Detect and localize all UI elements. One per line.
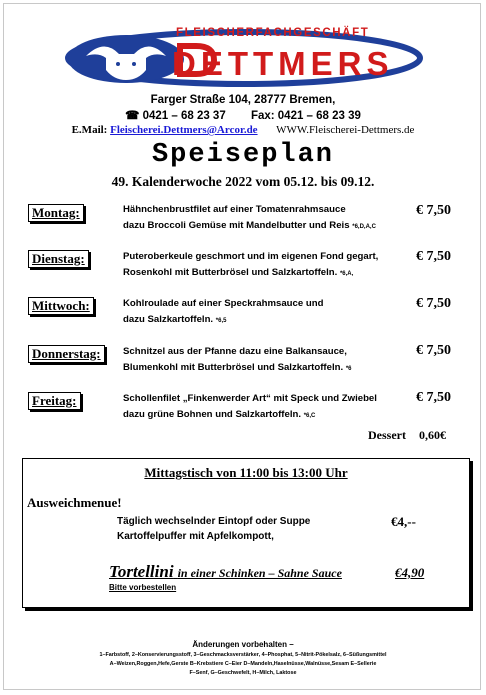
email-label: E.Mail: bbox=[71, 124, 108, 136]
tortellini-sauce: in einer Schinken – Sahne Sauce bbox=[177, 566, 342, 580]
dish-dienstag bbox=[123, 249, 378, 282]
dish-line: Kohlroulade auf einer Speckrahmsauce und bbox=[123, 298, 324, 309]
dish-montag bbox=[123, 202, 376, 235]
dish-line: Hähnchenbrustfilet auf einer Tomatenrahmsauce bbox=[123, 204, 346, 215]
dish-line: Blumenkohl mit Butterbrösel und Salzkartoffeln. *6 bbox=[123, 362, 352, 373]
website: WWW.Fleischerei-Dettmers.de bbox=[276, 124, 415, 136]
footer-allergens: A–Weizen,Roggen,Hefe,Gerste B–Krebstiere C–Eier D–Mandeln,Haselnüsse,Walnüsse,Sesam E–Sellerie bbox=[109, 661, 377, 667]
week-subtitle: 49. Kalenderwoche 2022 vom 05.12. bis 09.12. bbox=[111, 174, 375, 189]
price-mittwoch: € 7,50 bbox=[416, 296, 451, 311]
dish-line: Schollenfilet „Finkenwerder Art“ mit Speck und Zwiebel bbox=[123, 393, 377, 404]
tortellini-name: Tortellini bbox=[109, 562, 174, 581]
logo-brand-name: DETTMERS bbox=[172, 45, 394, 82]
dish-line: Puteroberkeule geschmort und im eigenen Fond gegart, bbox=[123, 251, 379, 262]
preorder-note: Bitte vorbestellen bbox=[109, 583, 177, 592]
dish-freitag bbox=[123, 391, 377, 424]
address: Farger Straße 104, 28777 Bremen, bbox=[150, 94, 336, 106]
dish-line: dazu grüne Bohnen und Salzkartoffeln. *6,C bbox=[123, 409, 316, 420]
dessert-line bbox=[368, 428, 446, 443]
alternative-option-1: Täglich wechselnder Eintopf oder Suppe bbox=[117, 516, 311, 527]
lunch-info-box bbox=[22, 458, 470, 608]
dish-line: dazu Broccoli Gemüse mit Mandelbutter und Reis *6,D,A,C bbox=[123, 220, 376, 231]
email-link[interactable]: Fleischerei.Dettmers@Arcor.de bbox=[110, 124, 258, 136]
tortellini-price: €4,90 bbox=[395, 565, 425, 580]
footer-additives: 1–Farbstoff, 2–Konservierungsstoff, 3–Geschmacksverstärker, 4–Phosphat, 5–Nitrit-Pökelsalz, 6–Süßungsmittel bbox=[99, 652, 387, 658]
day-label-mittwoch: Mittwoch: bbox=[28, 297, 94, 315]
dish-line: dazu Salzkartoffeln. *6,5 bbox=[123, 314, 227, 325]
day-label-dienstag: Dienstag: bbox=[28, 250, 89, 268]
page-title: Speiseplan bbox=[151, 140, 335, 170]
phone-number: 0421 – 68 23 37 bbox=[142, 110, 226, 122]
phone-icon: ☎ bbox=[125, 110, 140, 122]
contact-line bbox=[0, 124, 486, 136]
logo-tagline: FLEISCHERFACHGESCHÄFT bbox=[176, 27, 370, 39]
alternative-price: €4,-- bbox=[391, 514, 416, 529]
day-label-montag: Montag: bbox=[28, 204, 84, 222]
alternative-option-2: Kartoffelpuffer mit Apfelkompott, bbox=[117, 531, 274, 542]
dish-line: Rosenkohl mit Butterbrösel und Salzkartoffeln. *6,A, bbox=[123, 267, 354, 278]
tortellini-offer bbox=[109, 562, 342, 582]
price-donnerstag: € 7,50 bbox=[416, 343, 451, 358]
price-freitag: € 7,50 bbox=[416, 390, 451, 405]
dish-line: Schnitzel aus der Pfanne dazu eine Balkansauce, bbox=[123, 346, 347, 357]
footer-changes: Änderungen vorbehalten – bbox=[192, 640, 294, 649]
price-dienstag: € 7,50 bbox=[416, 249, 451, 264]
dessert-label: Dessert bbox=[368, 428, 406, 442]
price-montag: € 7,50 bbox=[416, 203, 451, 218]
fax-number: Fax: 0421 – 68 23 39 bbox=[250, 110, 361, 122]
alternative-menu-heading: Ausweichmenue! bbox=[27, 495, 122, 510]
day-label-freitag: Freitag: bbox=[28, 392, 81, 410]
phone-fax-line bbox=[0, 108, 486, 122]
lunch-hours: Mittagstisch von 11:00 bis 13:00 Uhr bbox=[144, 465, 348, 480]
day-label-donnerstag: Donnerstag: bbox=[28, 345, 105, 363]
footer-allergens-2: F–Senf, G–Geschwefelt, H–Milch, Laktose bbox=[189, 670, 297, 676]
dessert-price: 0,60€ bbox=[418, 428, 446, 442]
dish-mittwoch bbox=[123, 296, 323, 329]
dish-donnerstag bbox=[123, 344, 352, 377]
